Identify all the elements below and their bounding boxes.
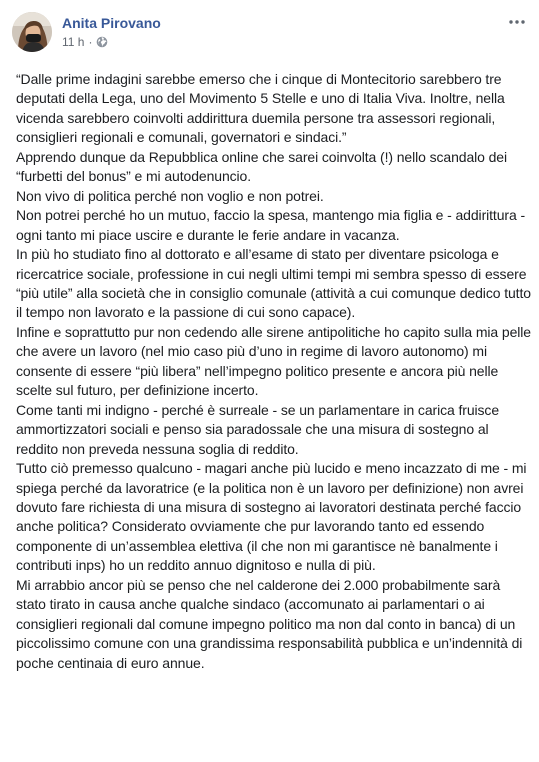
- post-subline: [62, 34, 161, 50]
- post-text: [12, 70, 535, 673]
- post-paragraph: In più ho studiato fino al dottorato e all’esame di stato per diventare psicologa e ricercatrice sociale, professione in cui negli ultimi tempi mi sembra spesso di essere “più utile” alla società che in consiglio comunale (attività a cui comunque dedico tutto il tempo non lavorato e la passione di cui sono capace).: [16, 246, 535, 321]
- post-header: [12, 12, 527, 58]
- post-meta: [62, 12, 161, 50]
- post-paragraph: Apprendo dunque da Repubblica online che sarei coinvolta (!) nello scandalo dei “furbetti del bonus” e mi autodenuncio.: [16, 148, 511, 185]
- more-options-icon[interactable]: [507, 12, 527, 32]
- avatar-photo: [12, 12, 52, 52]
- post-paragraph: Non vivo di politica perché non voglio e non potrei.: [16, 187, 324, 204]
- post-paragraph: “Dalle prime indagini sarebbe emerso che i cinque di Montecitorio sarebbero tre deputati della Lega, uno del Movimento 5 Stelle e uno di Italia Viva. Inoltre, nella vicenda sarebbero coinvolti addirittura duemila persone tra assessori regionali, consiglieri regionali e comunali, governatori e sindaci.”: [16, 71, 509, 146]
- globe-icon[interactable]: [96, 36, 108, 48]
- meta-separator: ·: [88, 35, 93, 49]
- post-paragraph: Mi arrabbio ancor più se penso che nel calderone dei 2.000 probabilmente sarà stato tirato in causa anche qualche sindaco (accomunato ai parlamentari o ai consiglieri regionali dal comune impegno politico ma non dal conto in banca) di un piccolissimo comune con una grandissima responsabilità pubblica e un’indennità di poche centinaia di euro annue.: [16, 576, 527, 671]
- post-paragraph: Non potrei perché ho un mutuo, faccio la spesa, mantengo mia figlia e - addirittura - ogni tanto mi piace uscire e durante le ferie andare in vacanza.: [16, 207, 529, 243]
- post-paragraph: Come tanti mi indigno - perché è surreale - se un parlamentare in carica fruisce ammortizzatori sociali e penso sia paradossale che una misura di sostegno al reddito non preveda nessuna soglia di reddito.: [16, 401, 503, 457]
- post-paragraph: Tutto ciò premesso qualcuno - magari anche più lucido e meno incazzato di me - mi spiega perché da lavoratrice (e la politica non è un lavoro per definizione) non avrei dovuto fare richiesta di una misura di sostegno ai lavoratori destinata perché faccio anche politica? Considerato ovviamente che pur lavorando tanto ed essendo componente di un’assemblea elettiva (il che non mi garantisce nè banalmente i contributi inps) ho un reddito annuo dignitoso e nulla di più.: [16, 460, 531, 574]
- post-timestamp[interactable]: 11 h: [62, 35, 85, 49]
- post-paragraph: Infine e soprattutto pur non cedendo alle sirene antipolitiche ho capito sulla mia pelle che avere un lavoro (nel mio caso più d’uno in regime di lavoro autonomo) mi consente di essere “più libera” nell’impegno politico presente e ancora più nelle scelte sul futuro, per definizione incerto.: [16, 323, 535, 399]
- author-name[interactable]: Anita Pirovano: [62, 15, 161, 31]
- avatar[interactable]: [12, 12, 52, 52]
